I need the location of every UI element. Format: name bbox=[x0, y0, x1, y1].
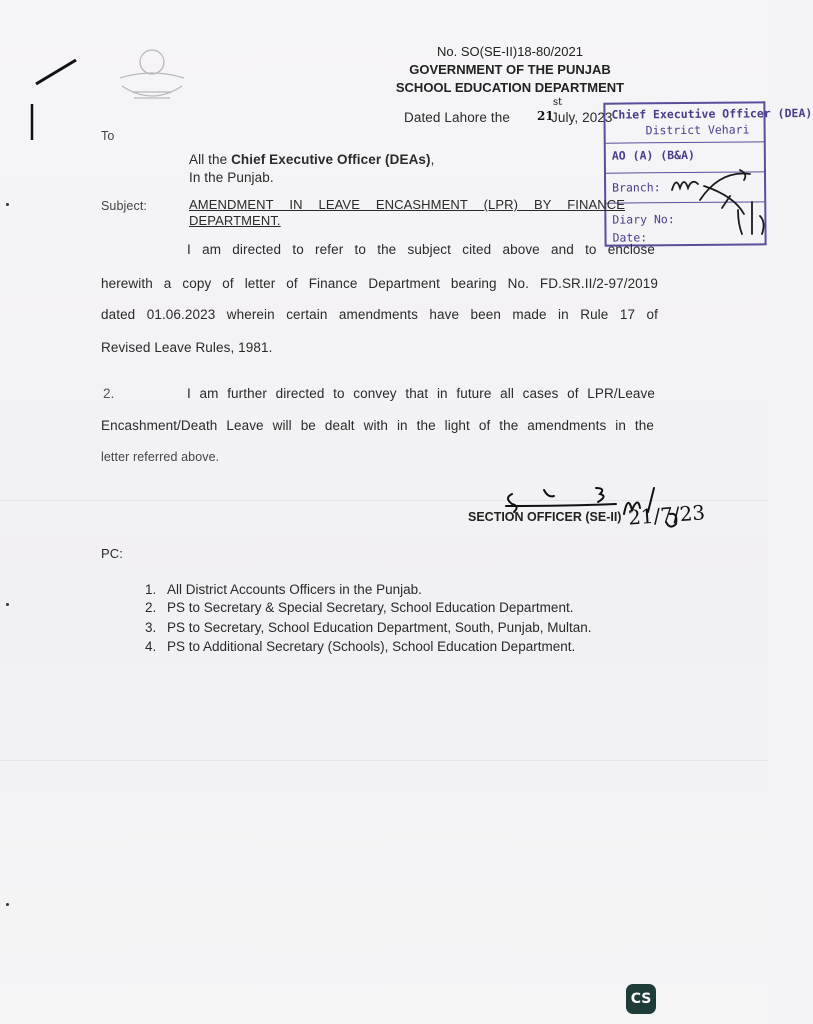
addressee-prefix: All the bbox=[189, 152, 232, 167]
pc-list-item bbox=[145, 620, 592, 635]
subject-line-2: DEPARTMENT. bbox=[189, 213, 281, 228]
pc-item-number: 3. bbox=[145, 620, 157, 635]
stamp-divider bbox=[606, 141, 764, 143]
body-paragraph-2-line-1: I am further directed to convey that in future all cases of LPR/Leave bbox=[187, 386, 655, 401]
paper-crease bbox=[0, 760, 768, 761]
body-paragraph-1-line-2: herewith a copy of letter of Finance Department bearing No. FD.SR.II/2-97/2019 bbox=[101, 276, 658, 291]
stamp-handwriting bbox=[660, 160, 768, 240]
pc-list-item bbox=[145, 582, 422, 597]
pc-item-text: PS to Secretary & Special Secretary, School Education Department. bbox=[167, 600, 574, 615]
stamp-district: District Vehari bbox=[645, 122, 750, 138]
stamp-date: Date: bbox=[612, 230, 648, 245]
signatory-designation: SECTION OFFICER (SE-II) bbox=[468, 510, 622, 524]
punch-mark bbox=[6, 203, 9, 206]
handwritten-date: 21 bbox=[537, 109, 554, 123]
pc-item-text: All District Accounts Officers in the Punjab. bbox=[167, 582, 422, 597]
pc-item-text: PS to Secretary, School Education Department, South, Punjab, Multan. bbox=[167, 620, 592, 635]
punch-mark bbox=[6, 903, 9, 906]
body-paragraph-2-line-2: Encashment/Death Leave will be dealt with in the light of the amendments in the bbox=[101, 418, 654, 433]
dated-label: Dated Lahore the bbox=[404, 110, 510, 125]
pc-list-item bbox=[145, 600, 573, 615]
date-printed: July, 2023 bbox=[551, 110, 613, 125]
camscanner-logo-icon: CS bbox=[626, 984, 656, 1014]
to-label: To bbox=[101, 129, 115, 143]
addressee-region: In the Punjab. bbox=[189, 170, 274, 185]
signature-date: 21/7/23 bbox=[627, 500, 706, 530]
punjab-emblem-icon bbox=[112, 40, 192, 110]
punch-mark bbox=[6, 603, 9, 606]
government-title: GOVERNMENT OF THE PUNJAB bbox=[409, 62, 611, 77]
stamp-title: Chief Executive Officer (DEA) bbox=[611, 105, 813, 122]
pen-marks bbox=[20, 48, 90, 148]
pc-item-number: 4. bbox=[145, 639, 157, 654]
subject-line-1: AMENDMENT IN LEAVE ENCASHMENT (LPR) BY FINANCE bbox=[189, 197, 625, 212]
handwritten-date-suffix: st bbox=[553, 97, 563, 108]
stamp-ao: AO (A) (B&A) bbox=[611, 147, 695, 163]
stamp-diary: Diary No: bbox=[612, 212, 675, 227]
addressee-name: Chief Executive Officer (DEAs) bbox=[231, 152, 431, 167]
body-paragraph-1-line-1: I am directed to refer to the subject cited above and to enclose bbox=[187, 242, 655, 257]
body-paragraph-1-line-3: dated 01.06.2023 wherein certain amendments have been made in Rule 17 of bbox=[101, 307, 658, 322]
subject-label: Subject: bbox=[101, 199, 147, 213]
pc-label: PC: bbox=[101, 546, 123, 561]
body-paragraph-1-line-4: Revised Leave Rules, 1981. bbox=[101, 340, 273, 355]
pc-list-item bbox=[145, 639, 575, 654]
reference-number: No. SO(SE-II)18-80/2021 bbox=[437, 44, 583, 59]
addressee-line bbox=[189, 152, 435, 167]
stamp-branch: Branch: bbox=[612, 180, 661, 195]
pc-item-number: 2. bbox=[145, 600, 157, 615]
addressee-suffix: , bbox=[430, 152, 435, 167]
department-title: SCHOOL EDUCATION DEPARTMENT bbox=[395, 80, 625, 95]
pc-item-text: PS to Additional Secretary (Schools), School Education Department. bbox=[167, 639, 576, 654]
paragraph-2-number: 2. bbox=[103, 386, 115, 401]
body-paragraph-2-line-3: letter referred above. bbox=[101, 450, 220, 464]
pc-item-number: 1. bbox=[145, 582, 157, 597]
